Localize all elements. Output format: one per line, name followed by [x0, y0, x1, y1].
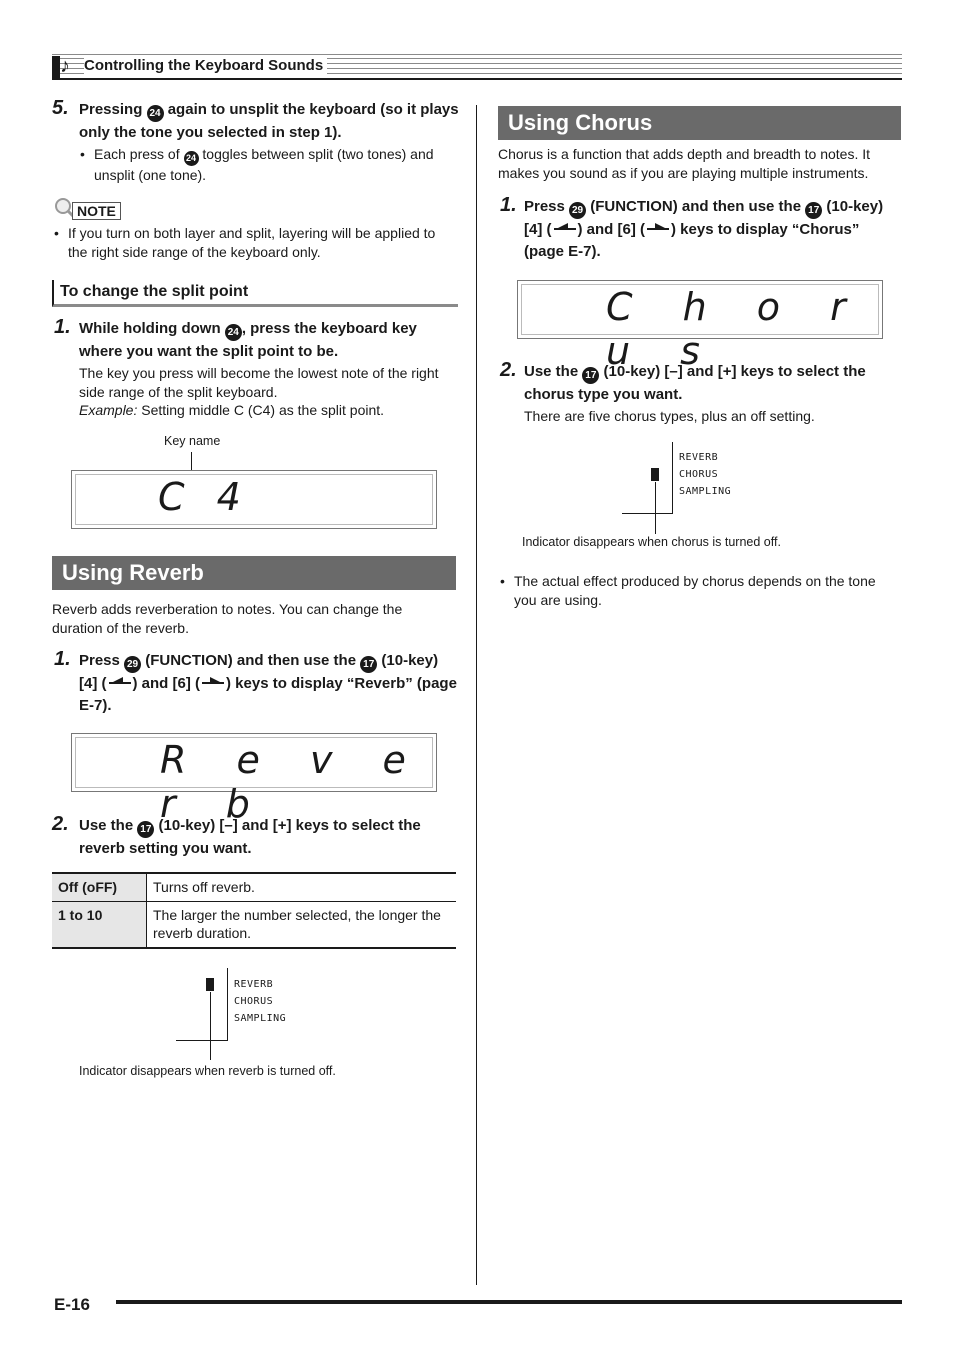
reverb-step-2-a: Use the: [79, 817, 134, 834]
reverb-step-1-d: ) and [6] (: [132, 675, 200, 692]
key-24-icon: 24: [147, 105, 164, 122]
lcd-text-split: C 4: [158, 475, 251, 519]
reverb-indicator-mark: [206, 978, 214, 991]
left-arrow-icon: [552, 223, 578, 233]
left-arrow-icon: [107, 677, 133, 687]
chorus-bullet-text: The actual effect produced by chorus depends on the tone you are using.: [514, 573, 876, 608]
indicator-reverb: REVERB: [679, 452, 719, 463]
page-number: E-16: [54, 1295, 90, 1314]
chorus-step-1-c: (10-key) [4] (: [524, 198, 884, 238]
chorus-step-1-text: [524, 196, 896, 263]
indicator-border: [227, 968, 228, 1040]
table-value: Turns off reverb.: [147, 873, 457, 902]
chorus-step-1-a: Press: [524, 198, 565, 215]
reverb-settings-table: [52, 872, 456, 949]
step-5-bullet: [80, 145, 460, 185]
reverb-step-1-a: Press: [79, 652, 120, 669]
reverb-intro: Reverb adds reverberation to notes. You can change the duration of the reverb.: [52, 601, 403, 636]
key-17-icon: 17: [360, 656, 377, 673]
chorus-step-1-number: 1.: [500, 194, 517, 216]
indicator-chorus: CHORUS: [679, 469, 719, 480]
indicator-leader-line: [655, 482, 656, 534]
table-row: [52, 902, 456, 949]
chorus-indicator-mark: [651, 468, 659, 481]
split-step-1-text-a: While holding down: [79, 320, 221, 337]
note-badge: [52, 196, 132, 222]
chorus-step-1-e: ) keys to display “Chorus” (page E-7).: [524, 221, 860, 260]
chorus-step-2-number: 2.: [500, 359, 517, 381]
indicator-sampling: SAMPLING: [234, 1013, 287, 1024]
chorus-step-2-desc: There are five chorus types, plus an off setting.: [524, 408, 815, 424]
indicator-reverb: REVERB: [234, 979, 274, 990]
step-5-bullet-b: toggles between split (two tones) and unsplit (one tone).: [94, 146, 434, 183]
key-24-icon: 24: [184, 151, 199, 166]
table-key: 1 to 10: [52, 902, 147, 949]
reverb-step-1-number: 1.: [54, 648, 71, 670]
key-29-icon: 29: [124, 656, 141, 673]
split-step-1-text: [79, 318, 459, 363]
note-label: NOTE: [72, 202, 121, 220]
note-body: If you turn on both layer and split, layering will be applied to the right side range of the keyboard only.: [68, 225, 436, 260]
key-17-icon: 17: [805, 202, 822, 219]
split-heading: To change the split point: [52, 280, 458, 307]
header-title: Controlling the Keyboard Sounds: [84, 57, 327, 75]
step-5-bullet-a: Each press of: [94, 146, 180, 162]
indicator-baseline: [176, 1040, 228, 1041]
step-5-number: 5.: [52, 97, 69, 119]
lcd-text-reverb: R e v e r b: [160, 738, 425, 826]
chorus-bullet: [500, 572, 900, 610]
lcd-text-chorus: C h o r u s: [606, 285, 865, 373]
indicator-border: [672, 442, 673, 514]
reverb-step-1-c: (10-key) [4] (: [79, 652, 439, 692]
reverb-indicator-labels: [234, 976, 286, 1027]
indicator-sampling: SAMPLING: [679, 486, 732, 497]
header-marker: [52, 56, 60, 78]
indicator-chorus: CHORUS: [234, 996, 274, 1007]
bullet-dot: •: [500, 573, 505, 589]
reverb-step-1-text: [79, 650, 459, 717]
chorus-step-1-b: (FUNCTION) and then use the: [590, 198, 802, 215]
table-value: The larger the number selected, the longer the reverb duration.: [147, 902, 457, 949]
split-step-1-text-b: , press the keyboard key where you want the split point to be.: [79, 320, 417, 360]
indicator-baseline: [622, 513, 673, 514]
bullet-dot: •: [80, 146, 85, 162]
key-24-icon: 24: [225, 324, 242, 341]
key-17-icon: 17: [582, 367, 599, 384]
reverb-step-1-b: (FUNCTION) and then use the: [145, 652, 357, 669]
step-5-text: [79, 99, 459, 144]
key-name-callout: Key name: [164, 434, 221, 448]
footer-rule: [116, 1300, 902, 1304]
chorus-intro: Chorus is a function that adds depth and breadth to notes. It makes you sound as if you are playing multiple instruments.: [498, 146, 871, 181]
music-note-icon: ♪: [60, 55, 70, 77]
reverb-step-2-text: [79, 815, 459, 860]
split-step-1-number: 1.: [54, 316, 71, 338]
indicator-leader-line: [210, 992, 211, 1060]
chorus-step-2-b: (10-key) [–] and [+] keys to select the chorus type you want.: [524, 363, 866, 403]
chorus-indicator-labels: [679, 449, 731, 500]
key-17-icon: 17: [137, 821, 154, 838]
split-desc: The key you press will become the lowest note of the right side range of the split keyboard.: [79, 365, 439, 400]
split-example: [79, 401, 459, 420]
chorus-step-1-d: ) and [6] (: [577, 221, 645, 238]
example-text: Setting middle C (C4) as the split point.: [141, 402, 385, 418]
step-5-text-b: again to unsplit the keyboard (so it plays only the tone you selected in step 1).: [79, 101, 459, 141]
reverb-step-1-e: ) keys to display “Reverb” (page E-7).: [79, 675, 457, 714]
note-text: [54, 224, 456, 262]
chorus-step-2-a: Use the: [524, 363, 579, 380]
table-row: [52, 873, 456, 902]
chorus-section-heading: Using Chorus: [498, 106, 901, 140]
right-arrow-icon: [645, 223, 671, 233]
key-29-icon: 29: [569, 202, 586, 219]
table-key: Off (oFF): [52, 873, 147, 902]
reverb-indicator-caption: Indicator disappears when reverb is turned off.: [79, 1064, 336, 1078]
reverb-step-2-b: (10-key) [–] and [+] keys to select the reverb setting you want.: [79, 817, 421, 857]
chorus-indicator-caption: Indicator disappears when chorus is turned off.: [522, 535, 781, 549]
column-divider: [476, 105, 477, 1285]
reverb-section-heading: Using Reverb: [52, 556, 456, 590]
example-label: Example:: [79, 402, 138, 418]
step-5-text-a: Pressing: [79, 101, 143, 118]
right-arrow-icon: [200, 677, 226, 687]
reverb-step-2-number: 2.: [52, 813, 69, 835]
chorus-step-2-text: [524, 361, 896, 406]
lcd-display-split: [71, 470, 437, 529]
bullet-dot: •: [54, 225, 59, 241]
